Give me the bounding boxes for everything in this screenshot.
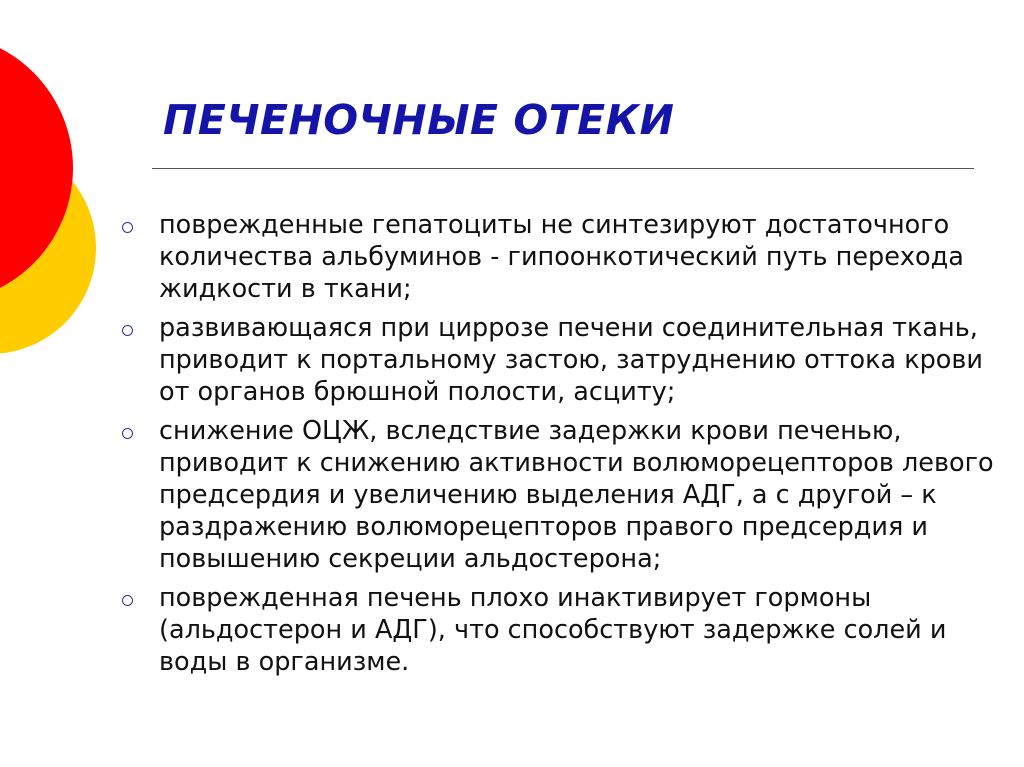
bullet-text: поврежденные гепатоциты не синтезируют достаточного количества альбуминов - гипоонкотический путь перехода жидкости в ткани; — [159, 210, 964, 304]
bullet-text: поврежденная печень плохо инактивирует гормоны (альдостерон и АДГ), что способствуют задержке солей и воды в организме. — [159, 583, 947, 677]
title-divider — [152, 168, 974, 169]
hollow-circle-bullet-icon — [122, 325, 133, 336]
hollow-circle-bullet-icon — [122, 595, 133, 606]
bullet-item — [122, 415, 1012, 575]
bullet-item — [122, 209, 1012, 305]
hollow-circle-bullet-icon — [122, 222, 133, 233]
bullet-item — [122, 312, 1012, 408]
bullet-text: развивающаяся при циррозе печени соединительная ткань, приводит к портальному застою, затруднению оттока крови от органов брюшной полости, асциту; — [159, 313, 984, 407]
bullet-list — [122, 209, 1012, 685]
hollow-circle-bullet-icon — [122, 428, 133, 439]
slide-title: ПЕЧЕНОЧНЫЕ ОТЕКИ — [163, 96, 675, 144]
bullet-item — [122, 582, 1012, 678]
bullet-text: снижение ОЦЖ, вследствие задержки крови печенью, приводит к снижению активности волюморецепторов левого предсердия и увеличению выделения АДГ, а с другой – к раздражению волюморецепторов правого предсердия и повышению секреции альдостерона; — [159, 416, 994, 574]
